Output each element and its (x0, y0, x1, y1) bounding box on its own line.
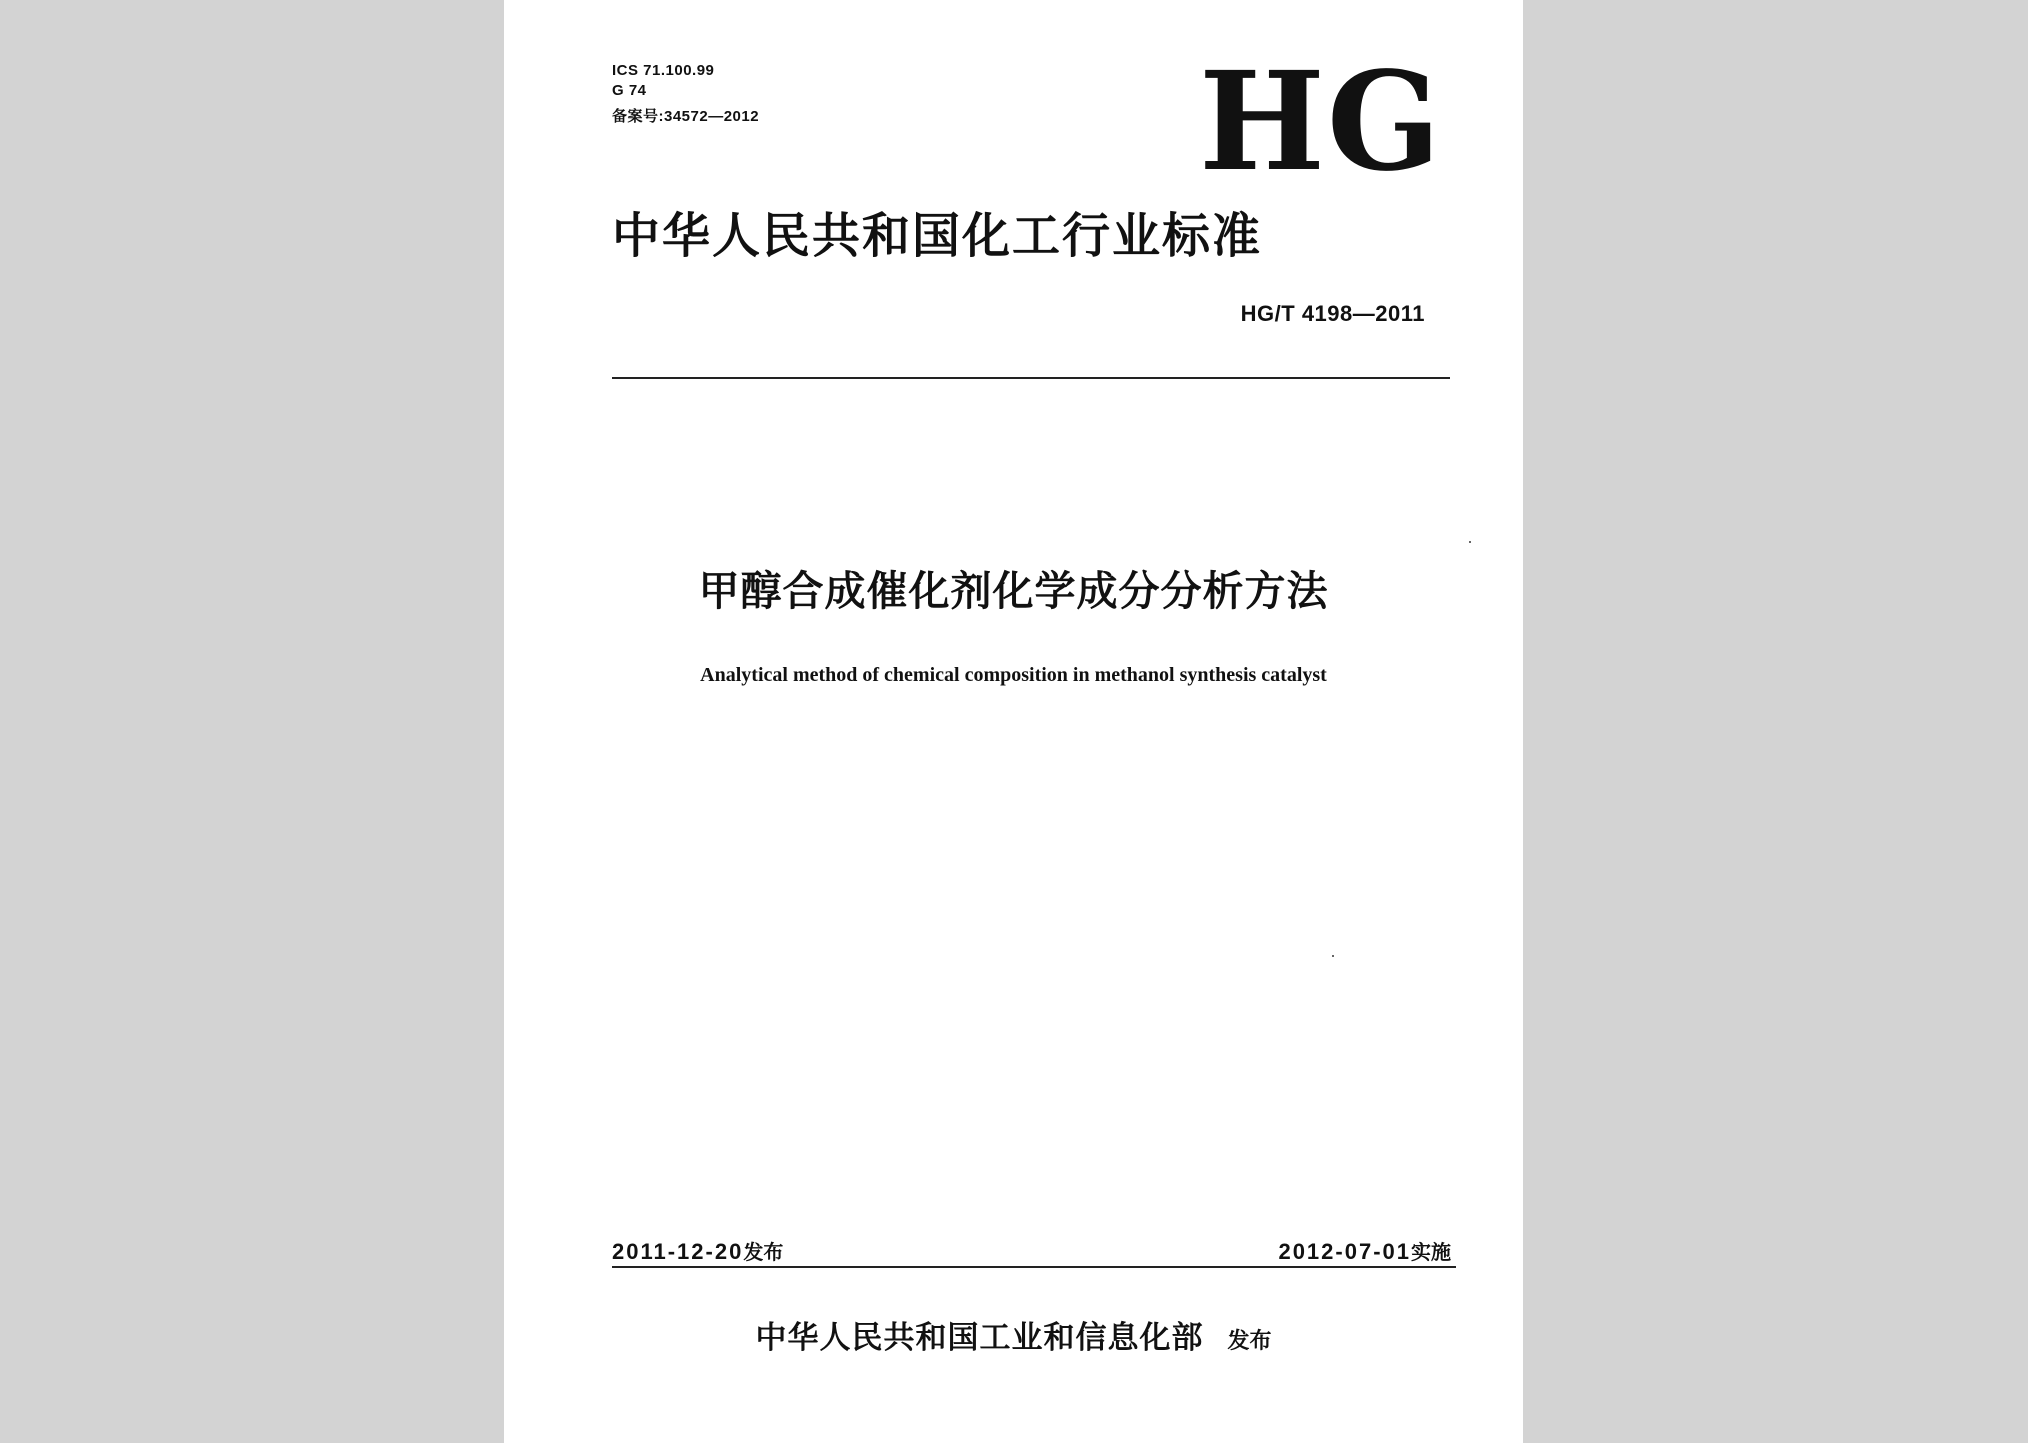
top-divider (612, 377, 1450, 379)
filing-number: 备案号:34572—2012 (612, 108, 760, 125)
scan-speck (1332, 955, 1334, 957)
effective-date-line (1278, 1236, 1451, 1265)
ccs-code: G 74 (612, 82, 647, 99)
issued-date: 2011-12-20 (612, 1239, 744, 1264)
publisher-line (504, 1312, 1523, 1357)
scan-speck (1469, 541, 1471, 543)
effective-label: 实施 (1411, 1240, 1451, 1264)
issued-date-line (612, 1236, 783, 1265)
effective-date: 2012-07-01 (1278, 1239, 1411, 1264)
standard-code: HG/T 4198—2011 (1240, 301, 1425, 326)
document-page (504, 0, 1523, 1443)
publisher-label: 发布 (1227, 1329, 1272, 1354)
document-title-english: Analytical method of chemical composition in methanol synthesis catalyst (700, 664, 1327, 686)
publisher-name: 中华人民共和国工业和信息化部 (755, 1320, 1204, 1356)
issued-label: 发布 (743, 1240, 784, 1264)
bottom-divider (612, 1266, 1456, 1268)
hg-logo: HG (1199, 42, 1443, 202)
document-title-chinese: 甲醇合成催化剂化学成分分析方法 (698, 567, 1329, 615)
ics-code: ICS 71.100.99 (612, 62, 715, 79)
standard-type-title: 中华人民共和国化工行业标准 (612, 208, 1263, 264)
